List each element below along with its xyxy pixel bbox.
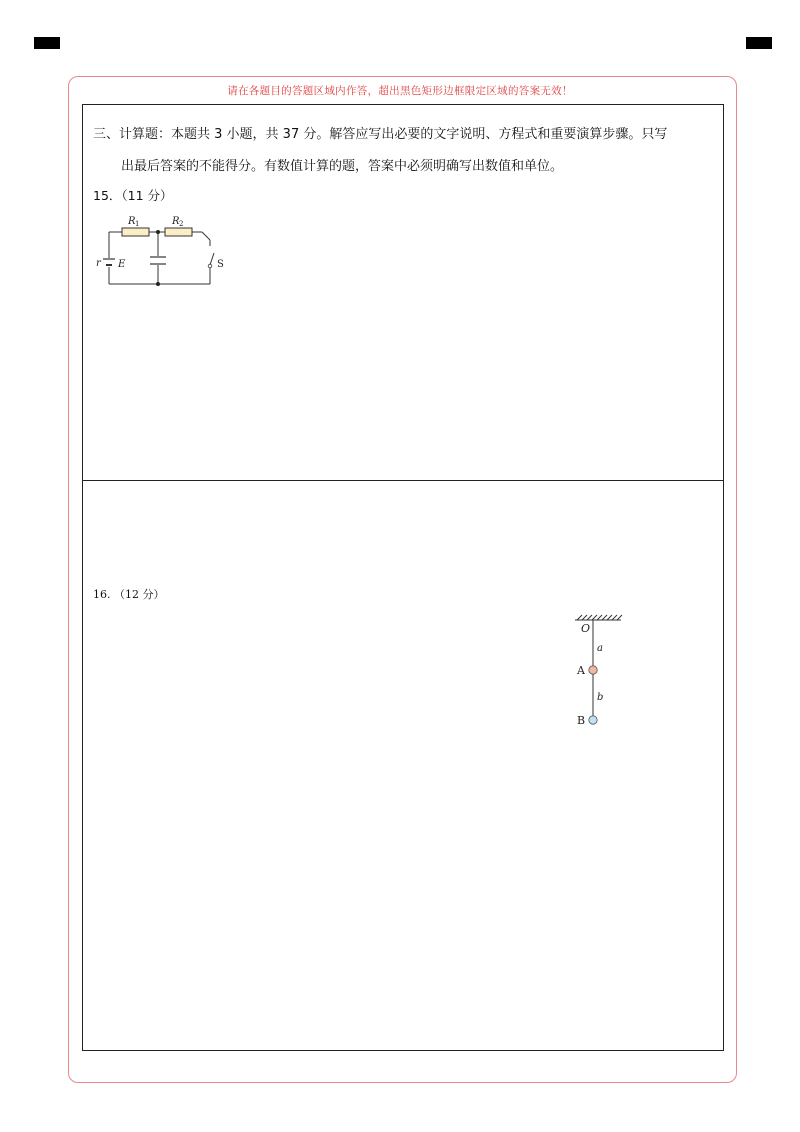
label-ball-a: A bbox=[577, 664, 585, 677]
label-emf: E bbox=[118, 259, 126, 270]
section-instructions-line1: 三、计算题：本题共 3 小题，共 37 分。解答应写出必要的文字说明、方程式和重要演算步骤。只写 bbox=[93, 127, 668, 142]
label-switch: S bbox=[217, 259, 224, 270]
circuit-diagram bbox=[92, 210, 232, 292]
question-15-label: 15．（11 分） bbox=[93, 188, 173, 203]
alignment-marker-right bbox=[746, 37, 772, 49]
label-r1-sub: 1 bbox=[135, 220, 140, 228]
label-string-a: a bbox=[597, 643, 603, 654]
question-divider bbox=[82, 480, 724, 481]
label-r1: R bbox=[128, 216, 136, 227]
label-r2: R bbox=[172, 216, 180, 227]
pendulum-diagram bbox=[570, 610, 630, 730]
section-instructions-line2: 出最后答案的不能得分。有数值计算的题，答案中必须明确写出数值和单位。 bbox=[121, 159, 564, 174]
answer-area-notice: 请在各题目的答题区域内作答，超出黑色矩形边框限定区域的答案无效！ bbox=[227, 85, 573, 97]
question-16-label: 16. （12 分） bbox=[93, 588, 165, 601]
label-string-b: b bbox=[597, 692, 604, 703]
label-r2-sub: 2 bbox=[179, 220, 184, 228]
label-o: O bbox=[581, 622, 591, 635]
label-internal-r: r bbox=[96, 258, 101, 269]
alignment-marker-left bbox=[34, 37, 60, 49]
resistor-r1 bbox=[122, 228, 149, 236]
label-ball-b: B bbox=[577, 714, 586, 727]
resistor-r2 bbox=[165, 228, 192, 236]
ball-a bbox=[589, 666, 597, 674]
ball-b bbox=[589, 716, 597, 724]
